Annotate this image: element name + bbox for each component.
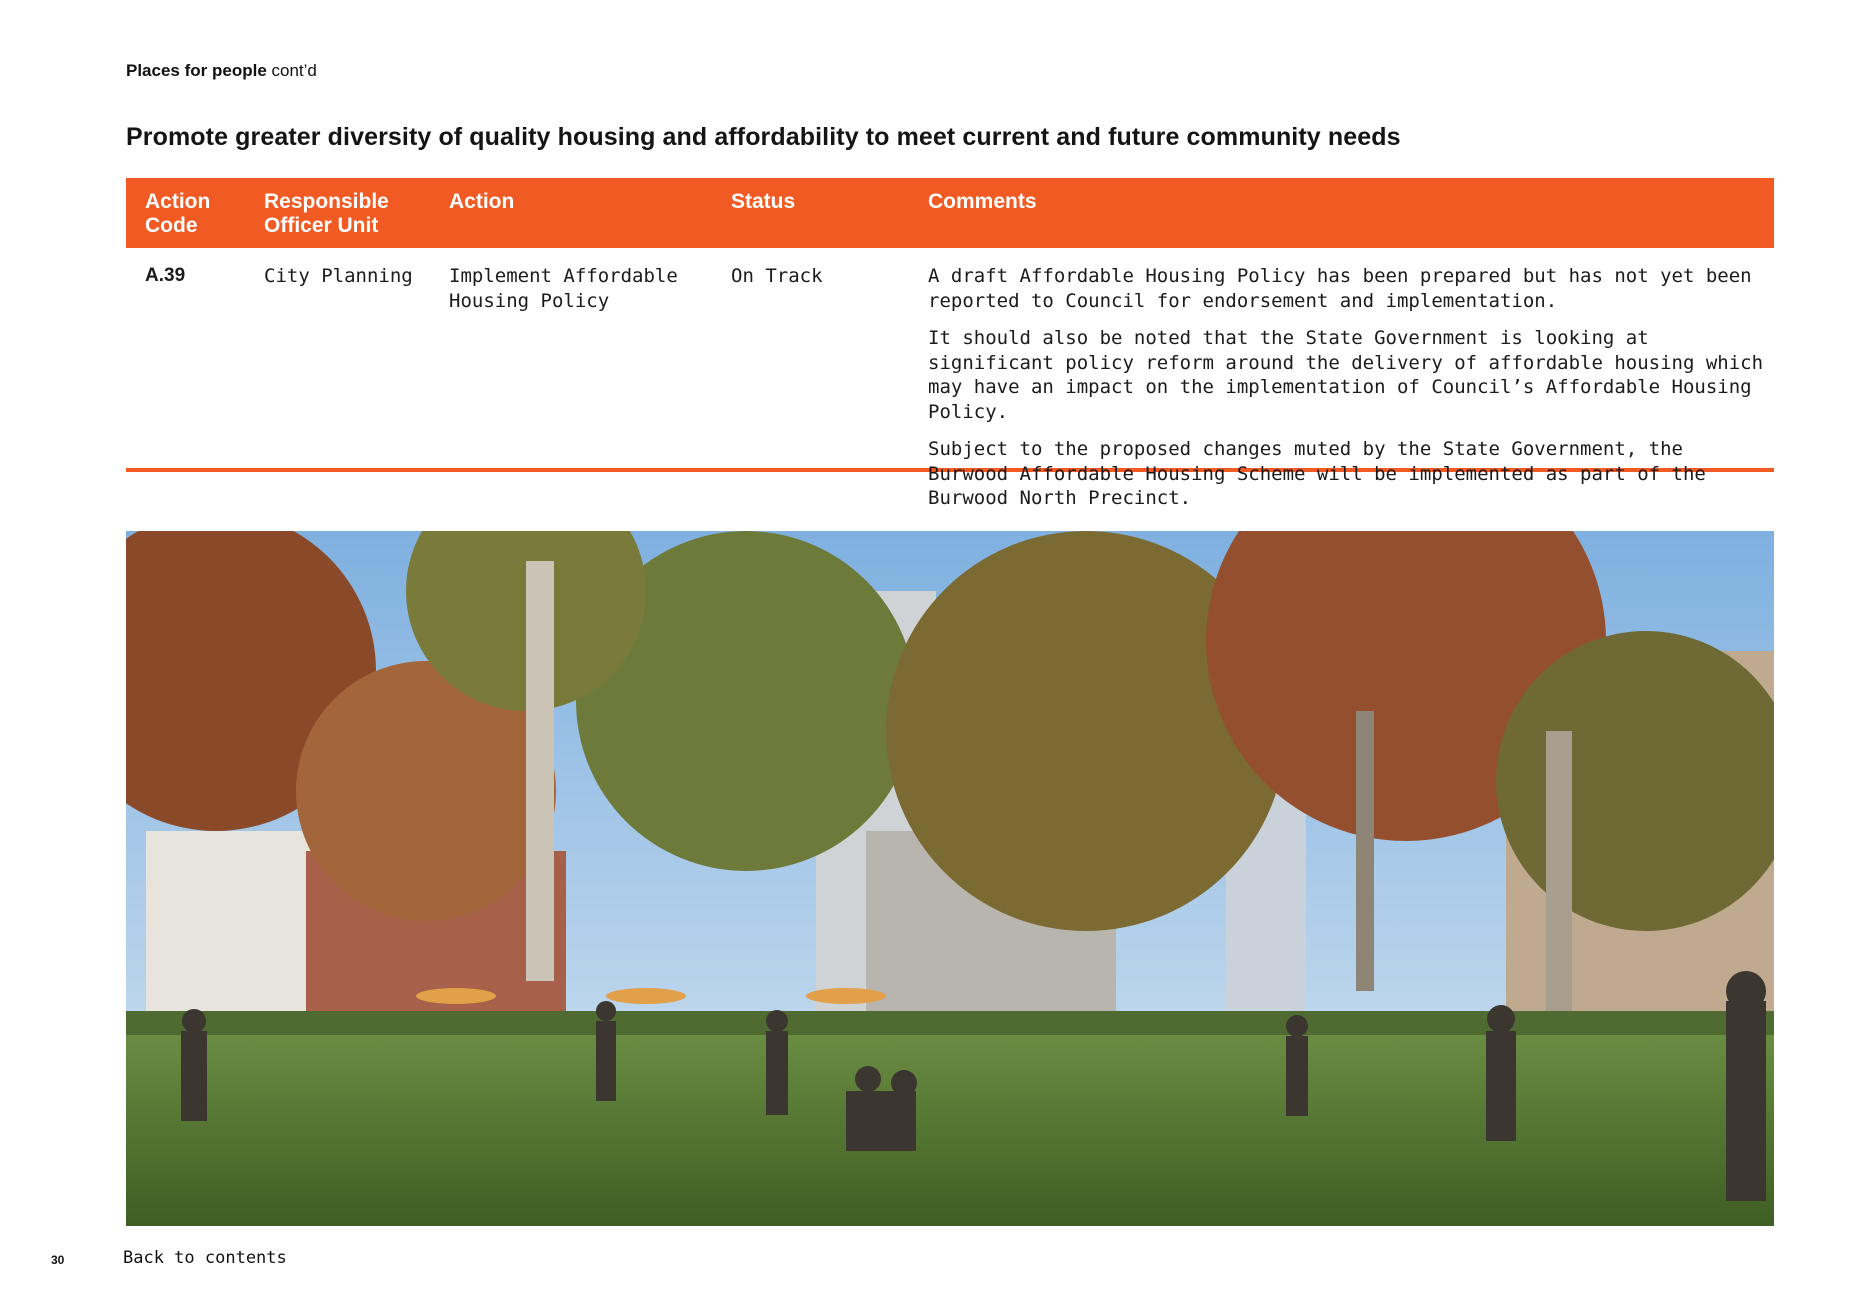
column-header-line: Action — [145, 190, 211, 213]
status-cell: On Track — [731, 265, 823, 287]
action-table — [126, 178, 1774, 509]
table-row — [126, 248, 1774, 509]
action-line: Implement Affordable — [449, 265, 678, 287]
comment-paragraph: A draft Affordable Housing Policy has been prepared but has not yet been reported to Council for endorsement and implementation. — [928, 265, 1752, 312]
column-header-action-code — [145, 190, 210, 238]
park-render-image — [126, 531, 1774, 1226]
page-number: 30 — [51, 1253, 65, 1267]
section-label-rest: cont’d — [271, 61, 317, 80]
column-header-comments: Comments — [928, 190, 1037, 213]
column-header-line: Responsible — [264, 190, 389, 213]
comment-paragraph: It should also be noted that the State Government is looking at significant policy reform around the delivery of affordable housing which may have an impact on the implementation of Council’s Affordable Housing Policy. — [928, 327, 1764, 423]
column-header-line: Officer Unit — [264, 214, 379, 237]
column-header-action: Action — [449, 190, 515, 213]
park-illustration — [126, 531, 1774, 1226]
action-cell — [449, 264, 678, 313]
action-code-cell: A.39 — [145, 265, 186, 286]
table-header-row — [126, 178, 1774, 248]
column-header-responsible-unit — [264, 190, 389, 238]
section-label — [126, 61, 317, 81]
action-line: Housing Policy — [449, 289, 610, 312]
page-title: Promote greater diversity of quality housing and affordability to meet current and future community needs — [126, 123, 1401, 151]
column-header-line: Code — [145, 214, 198, 237]
comment-paragraph: Subject to the proposed changes muted by the State Government, the Burwood Affordable Housing Scheme will be implemented as part of the Burwood North Precinct. — [928, 438, 1706, 509]
responsible-unit-cell: City Planning — [264, 265, 413, 287]
column-header-status: Status — [731, 190, 796, 213]
comments-cell — [928, 264, 1774, 524]
section-label-bold: Places for people — [126, 61, 267, 80]
back-to-contents-link[interactable]: Back to contents — [123, 1248, 287, 1268]
